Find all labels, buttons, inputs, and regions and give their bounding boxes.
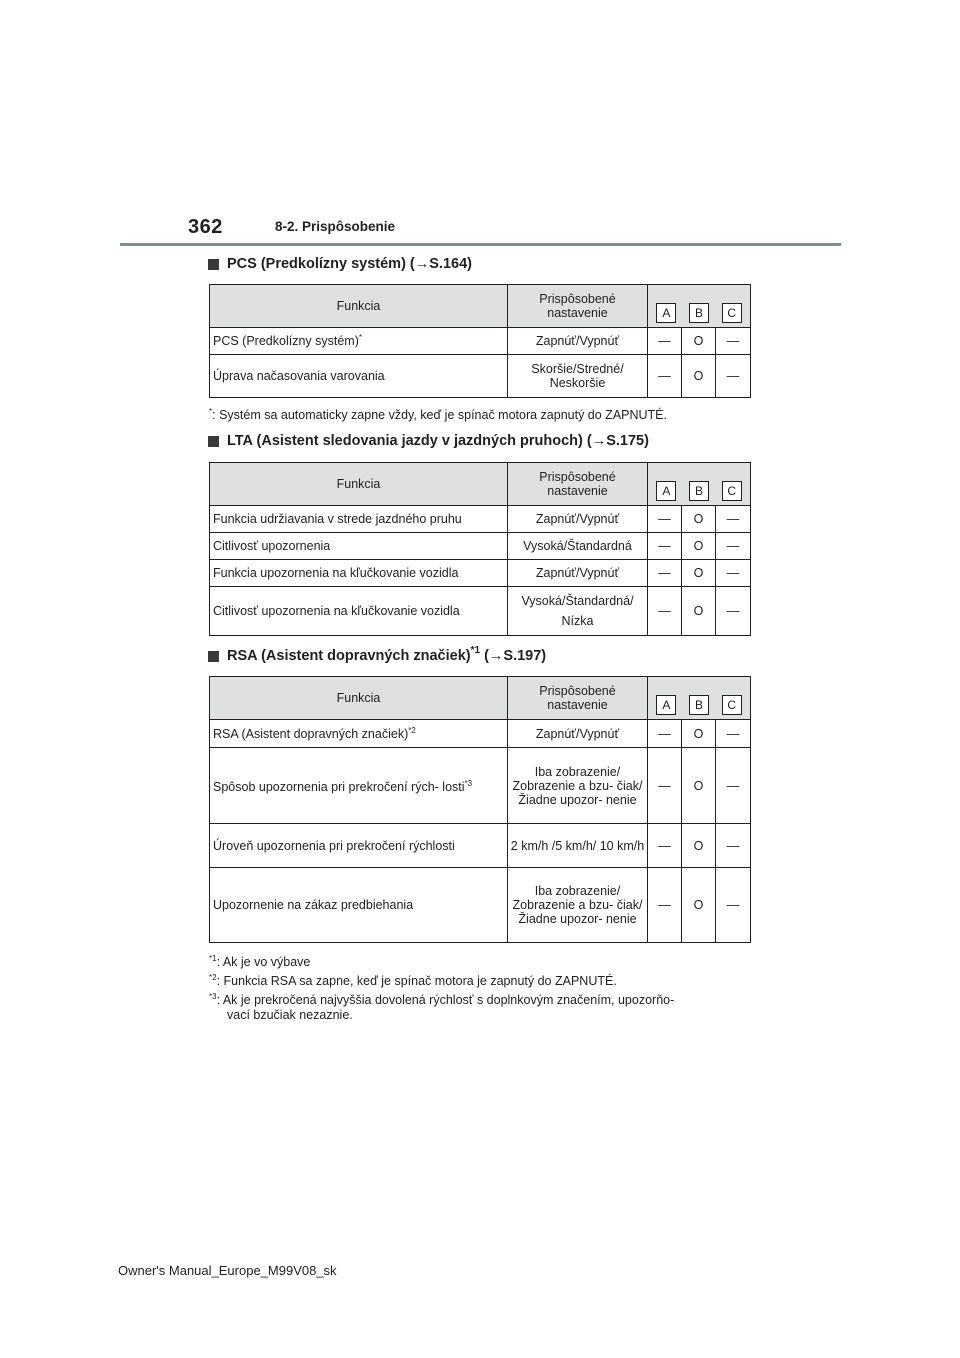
row-mark-c: — [716, 506, 751, 533]
table-row [210, 748, 751, 824]
footnote-2: $^{*2}$: Funkcia RSA sa zapne, keď je spínač motora je zapnutý do ZAPNUTÉ. [209, 973, 617, 989]
row-mark-b: O [682, 868, 716, 943]
row-mark-c: — [716, 868, 751, 943]
row-setting: Vysoká/Štandardná [508, 533, 648, 560]
section-title: 8-2. Prispôsobenie [275, 219, 396, 234]
row-mark-b: O [682, 587, 716, 636]
col-header-settings: Prispôsobené nastavenie [508, 677, 648, 720]
row-mark-a: — [648, 533, 682, 560]
letter-b-box: B [689, 481, 709, 501]
row-mark-a: — [648, 506, 682, 533]
row-setting: Vysoká/Štandardná/ Nízka [508, 587, 648, 636]
row-setting: Skoršie/Stredné/ Neskoršie [508, 355, 648, 398]
row-mark-b: O [682, 720, 716, 748]
row-mark-c: — [716, 355, 751, 398]
header-divider [120, 243, 841, 246]
pcs-heading-text: PCS (Predkolízny systém) (→S.164) [227, 256, 472, 272]
row-function: PCS (Predkolízny systém)* [210, 328, 508, 355]
row-setting: Zapnúť/Vypnúť [508, 506, 648, 533]
row-mark-b: O [682, 748, 716, 824]
row-mark-b: O [682, 824, 716, 868]
table-row [210, 868, 751, 943]
rsa-heading-text: RSA (Asistent dopravných značiek)$^{*1}$ (→S.197) [227, 645, 547, 664]
row-function: Funkcia upozornenia na kľučkovanie vozidla [210, 560, 508, 587]
col-header-letters [648, 463, 751, 506]
square-bullet-icon [208, 651, 219, 662]
row-setting: 2 km/h /5 km/h/ 10 km/h [508, 824, 648, 868]
row-mark-a: — [648, 355, 682, 398]
row-mark-a: — [648, 587, 682, 636]
col-header-letters [648, 677, 751, 720]
row-setting: Iba zobrazenie/ Zobrazenie a bzu- čiak/Žiadne upozor- nenie [508, 868, 648, 943]
table-row [210, 824, 751, 868]
row-function: Úroveň upozornenia pri prekročení rýchlosti [210, 824, 508, 868]
footnote-1: $^{*1}$: Ak je vo výbave [209, 954, 311, 970]
row-mark-c: — [716, 533, 751, 560]
footnote-mark: * [209, 407, 213, 416]
col-header-settings: Prispôsobené nastavenie [508, 285, 648, 328]
row-function: Citlivosť upozornenia na kľučkovanie vozidla [210, 587, 508, 636]
row-mark-b: O [682, 533, 716, 560]
table-row [210, 355, 751, 398]
row-function: Funkcia udržiavania v strede jazdného pruhu [210, 506, 508, 533]
col-header-function: Funkcia [210, 285, 508, 328]
letter-b-box: B [689, 695, 709, 715]
square-bullet-icon [208, 259, 219, 270]
letter-c-box: C [722, 303, 742, 323]
table-row [210, 560, 751, 587]
col-header-function: Funkcia [210, 463, 508, 506]
page-number: 362 [188, 216, 223, 238]
table-row [210, 720, 751, 748]
row-setting: Zapnúť/Vypnúť [508, 720, 648, 748]
row-mark-c: — [716, 720, 751, 748]
square-bullet-icon [208, 436, 219, 447]
table-row [210, 328, 751, 355]
letter-c-box: C [722, 695, 742, 715]
table-row [210, 587, 751, 636]
row-mark-b: O [682, 328, 716, 355]
letter-a-box: A [656, 695, 676, 715]
row-function: Citlivosť upozornenia [210, 533, 508, 560]
footnote-text: : Systém sa automaticky zapne vždy, keď je spínač motora zapnutý do ZAPNUTÉ. [212, 408, 667, 423]
row-mark-c: — [716, 587, 751, 636]
row-mark-a: — [648, 868, 682, 943]
row-mark-c: — [716, 748, 751, 824]
row-setting: Zapnúť/Vypnúť [508, 328, 648, 355]
row-mark-a: — [648, 328, 682, 355]
col-header-letters [648, 285, 751, 328]
letter-b-box: B [689, 303, 709, 323]
letter-a-box: A [656, 303, 676, 323]
pcs-footnote [209, 404, 667, 423]
letter-c-box: C [722, 481, 742, 501]
col-header-function: Funkcia [210, 677, 508, 720]
lta-heading-text: LTA (Asistent sledovania jazdy v jazdných pruhoch) (→S.175) [227, 433, 649, 449]
row-mark-a: — [648, 824, 682, 868]
row-function: Úprava načasovania varovania [210, 355, 508, 398]
row-mark-c: — [716, 560, 751, 587]
row-mark-c: — [716, 328, 751, 355]
row-mark-c: — [716, 824, 751, 868]
pcs-table [209, 284, 751, 398]
rsa-table [209, 676, 751, 943]
row-function: Spôsob upozornenia pri prekročení rých- losti$^{*3}$ [210, 748, 508, 824]
row-mark-a: — [648, 720, 682, 748]
footnote-3: $^{*3}$: Ak je prekročená najvyššia dovolená rýchlosť s doplnkovým značením, upozorňo- [209, 992, 675, 1008]
footer-text: Owner's Manual_Europe_M99V08_sk [118, 1263, 337, 1278]
table-row [210, 506, 751, 533]
row-function: Upozornenie na zákaz predbiehania [210, 868, 508, 943]
table-row [210, 533, 751, 560]
row-setting: Iba zobrazenie/ Zobrazenie a bzu- čiak/Žiadne upozor- nenie [508, 748, 648, 824]
row-mark-a: — [648, 560, 682, 587]
rsa-footnotes [209, 951, 674, 1023]
pcs-heading [208, 256, 472, 272]
row-mark-b: O [682, 506, 716, 533]
row-setting: Zapnúť/Vypnúť [508, 560, 648, 587]
row-mark-b: O [682, 560, 716, 587]
letter-a-box: A [656, 481, 676, 501]
lta-table [209, 462, 751, 636]
row-mark-b: O [682, 355, 716, 398]
col-header-settings: Prispôsobené nastavenie [508, 463, 648, 506]
lta-heading [208, 433, 649, 449]
row-function: RSA (Asistent dopravných značiek)$^{*2}$ [210, 720, 508, 748]
footnote-3-continued: vací bzučiak nezaznie. [227, 1008, 353, 1023]
rsa-heading [208, 645, 547, 664]
row-mark-a: — [648, 748, 682, 824]
